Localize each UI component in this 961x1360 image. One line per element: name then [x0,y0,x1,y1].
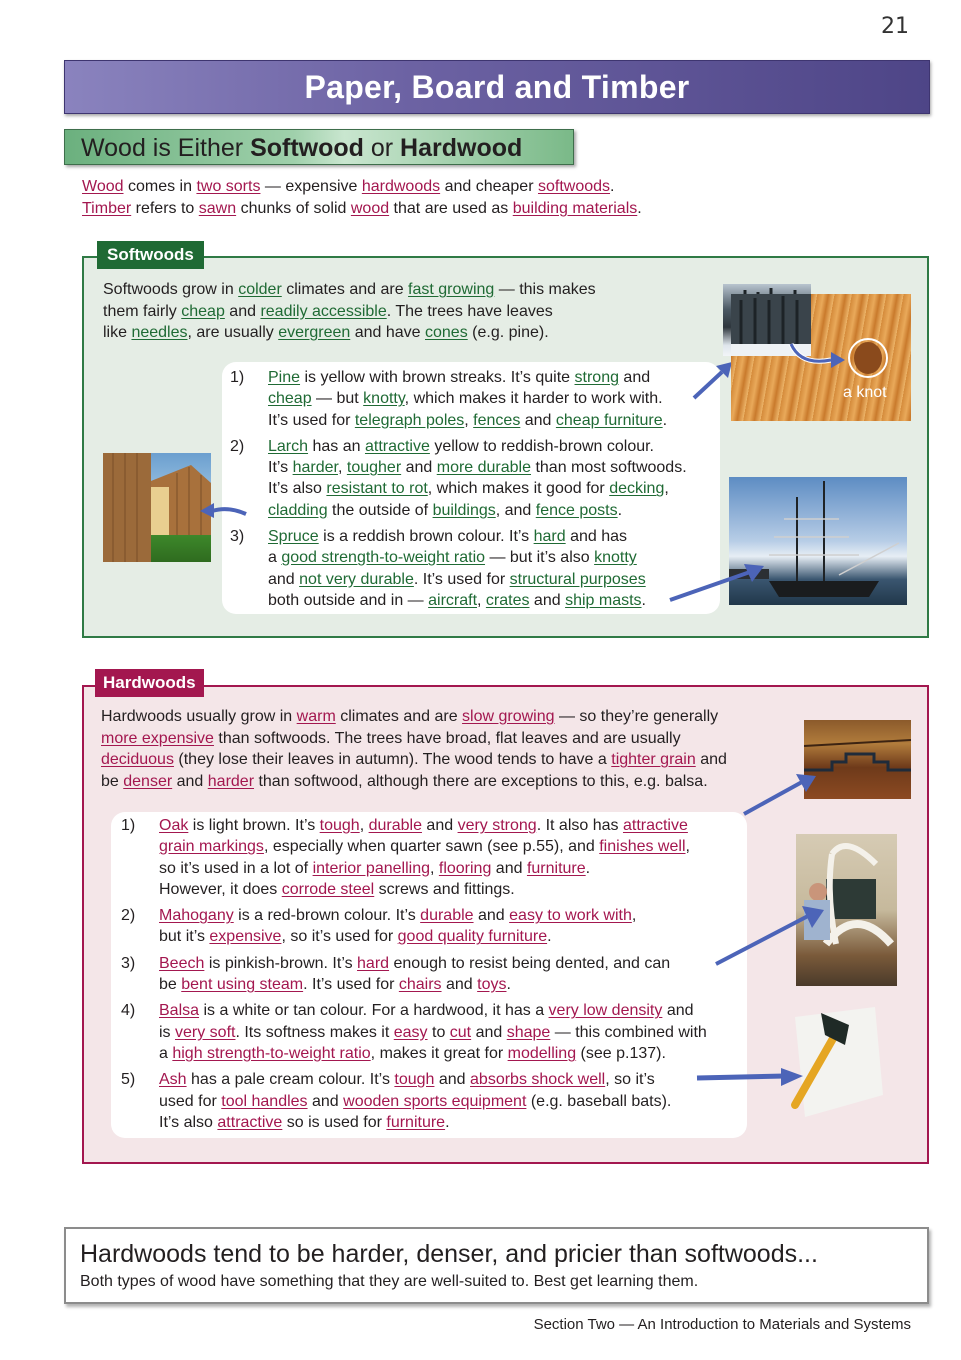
key-term: not very durable [299,570,414,588]
text-run: , [359,817,369,834]
key-term: warm [296,708,336,725]
text-run: It’s also [268,480,327,498]
summary-text: Both types of wood have something that they are well-suited to. Best get learning them. [80,1273,699,1290]
text-run: , [477,591,486,609]
text-run: is [159,1023,175,1041]
text-run: — this makes [494,281,596,298]
key-term: hardwoods [361,178,441,195]
text-run: a [159,1044,173,1062]
text-run: so it’s used in a lot of [159,859,313,877]
list-item [121,815,747,900]
text-run: them fairly [103,302,182,320]
text-run: and [441,976,478,994]
key-term: corrode steel [281,880,375,898]
intro-paragraph [82,176,902,220]
text-run: chunks of solid [236,200,351,217]
text-run: . [506,976,511,994]
text-run: (see p.137). [576,1044,666,1062]
key-term: attractive [217,1113,283,1131]
key-term: Timber [82,200,132,217]
key-term: structural purposes [509,570,646,588]
text-run: , which makes it good for [427,480,610,498]
key-term: aircraft [428,591,478,609]
text-run: — but it’s also [485,549,595,567]
text-run: and have [350,324,425,341]
text-run: and [268,570,300,588]
item-number: 2) [230,437,245,455]
text-run: and [695,751,727,768]
key-term: cheap [268,390,312,408]
softwoods-tab: Softwoods [97,241,204,269]
text-run: is a reddish brown colour. It’s [318,528,534,546]
knot-label: a knot [843,384,887,401]
text-run: refers to [131,200,199,217]
key-term: more expensive [101,729,214,747]
text-run: , [464,411,474,429]
text-run: and [434,1071,471,1089]
key-term: Larch [268,437,309,455]
pine-wood-knot-photo [731,294,911,421]
text-run: a [268,549,282,567]
oak-panelling-photo [804,720,911,799]
text-run: , [337,459,347,477]
key-term: easy [393,1023,428,1041]
hardwoods-tab: Hardwoods [95,669,204,697]
key-term: decking [609,480,665,498]
key-term: Wood [82,178,124,195]
text-run: . [585,859,591,877]
text-run: and [618,369,651,386]
text-run: — this combined with [550,1023,707,1041]
building-icon [103,453,211,562]
key-term: durable [420,907,474,925]
key-term: harder [292,459,338,477]
heading-hardwood: Hardwood [400,134,523,162]
key-term: flooring [438,859,492,877]
text-run: and [520,411,556,429]
text-run: — expensive [260,178,362,195]
summary-box [64,1227,929,1304]
text-run: . [662,411,668,429]
text-run: and [401,459,437,477]
text-run: screws and fittings. [374,880,515,898]
text-run: and [473,907,510,925]
text-run: is a red-brown colour. It’s [233,907,421,925]
text-run: is light brown. It’s [188,817,320,834]
text-run: . The trees have leaves [386,302,553,320]
key-term: sawn [198,200,237,217]
arrow-oak-icon [740,770,820,820]
text-run: enough to resist being dented, and can [389,954,671,972]
key-term: cheap furniture [555,411,663,429]
text-run: is yellow with brown streaks. It’s quite [300,369,575,386]
text-run: . [445,1113,450,1131]
key-term: Pine [268,369,301,386]
text-run: and [471,1023,507,1041]
key-term: furniture [386,1113,446,1131]
text-run: , and [495,501,536,519]
text-run: . [610,178,615,195]
key-term: cladding [268,501,328,519]
list-item [230,526,720,611]
key-term: telegraph poles [354,411,465,429]
page-title: Paper, Board and Timber [304,68,690,105]
key-term: attractive [622,817,688,834]
key-term: Ash [159,1071,187,1089]
text-run: has an [308,437,365,455]
item-number: 2) [121,907,136,925]
key-term: slow growing [462,708,555,725]
key-term: knotty [363,390,405,408]
hardwoods-items [111,812,747,1133]
list-item [230,436,720,521]
key-term: Mahogany [159,907,234,925]
key-term: tougher [346,459,402,477]
softwoods-items [222,362,720,611]
text-run: Hardwoods usually grow in [101,708,297,725]
key-term: strong [574,369,619,386]
key-term: toys [477,976,507,994]
key-term: furniture [526,859,586,877]
summary-heading: Hardwoods tend to be harder, denser, and pricier than softwoods... [80,1240,818,1268]
key-term: deciduous [101,751,174,768]
text-run: than softwood, although there are exceptions to this, e.g. balsa. [254,772,708,790]
item-number: 1) [121,817,136,834]
key-term: harder [207,772,255,790]
key-term: crates [485,591,530,609]
key-term: very low density [548,1002,663,1020]
key-term: durable [368,817,422,834]
key-term: readily accessible [260,302,387,320]
key-term: absorbs shock well [470,1071,606,1089]
text-run: and [224,302,261,320]
key-term: fence posts [535,501,618,519]
key-term: hard [533,528,566,546]
key-term: fences [473,411,521,429]
arrow-pine-icon [690,360,735,405]
list-item [230,367,720,431]
key-term: needles [131,324,188,341]
hardwoods-intro [101,706,801,792]
text-run: is a white or tan colour. For a hardwood, it has a [199,1002,549,1020]
key-term: interior panelling [312,859,430,877]
arrow-spruce-icon [666,560,766,605]
key-term: good quality furniture [397,928,548,946]
text-run: It’s [268,459,293,477]
text-run: It’s used for [268,411,355,429]
text-run: be [159,976,182,994]
text-run: Softwoods grow in [103,281,239,298]
text-run: and [307,1092,344,1110]
ash-axe-photo [765,1005,887,1120]
text-run: so is used for [282,1113,387,1131]
arrow-beech-icon [712,900,827,970]
text-run: , so it’s used for [281,928,398,946]
list-item [121,1069,747,1133]
key-term: easy to work with [509,907,632,925]
text-run: , which makes it harder to work with. [404,390,663,408]
text-run: comes in [123,178,197,195]
key-term: softwoods [537,178,611,195]
list-item [121,1000,747,1064]
intro-line-1 [82,176,902,198]
text-run: than most softwoods. [531,459,687,477]
text-run: than softwoods. The trees have broad, flat leaves and are usually [213,729,681,747]
key-term: cheap [181,302,225,320]
larch-clad-building-photo [103,453,211,562]
key-term: wood [350,200,390,217]
key-term: resistant to rot [326,480,428,498]
key-term: hard [357,954,390,972]
key-term: good strength-to-weight ratio [281,549,486,567]
text-run: be [101,772,124,790]
text-run: However, it does [159,880,282,898]
key-term: very soft [175,1023,236,1041]
key-term: chairs [398,976,442,994]
text-run: , are usually [187,324,279,341]
key-term: more durable [436,459,532,477]
text-run: to [427,1023,450,1041]
key-term: ship masts [565,591,642,609]
text-run: . It’s used for [413,570,510,588]
key-term: denser [123,772,173,790]
item-number: 1) [230,369,245,386]
key-term: high strength-to-weight ratio [172,1044,371,1062]
key-term: Balsa [159,1002,200,1020]
key-term: tighter grain [611,751,696,768]
text-run: used for [159,1092,222,1110]
text-run: climates and are [281,281,409,298]
text-run: , [631,907,637,925]
key-term: tool handles [221,1092,308,1110]
text-run: , [664,480,669,498]
key-term: wooden sports equipment [343,1092,527,1110]
text-run: and [529,591,566,609]
key-term: building materials [512,200,638,217]
text-run: (e.g. pine). [467,324,549,341]
text-run: . [547,928,552,946]
text-run: . It’s used for [303,976,399,994]
item-number: 3) [121,954,136,972]
text-run: , especially when quarter sawn (see p.55), and [263,838,600,856]
key-term: Oak [159,817,189,834]
oak-grain-icon [804,720,911,799]
intro-line-2 [82,198,902,220]
heading-softwood: Softwood [250,134,364,162]
key-term: very strong [457,817,537,834]
text-run: and [172,772,208,790]
list-item [121,905,747,948]
text-run: and has [565,528,628,546]
key-term: knotty [594,549,637,567]
arrow-ash-icon [693,1066,805,1090]
text-run: . It also has [536,817,623,834]
text-run: and [491,859,527,877]
section-heading [64,129,574,165]
text-run: but it’s [159,928,210,946]
text-run: that are used as [389,200,513,217]
key-term: cones [425,324,468,341]
key-term: finishes well [599,838,686,856]
key-term: fast growing [408,281,495,298]
key-term: cut [449,1023,472,1041]
key-term: bent using steam [181,976,304,994]
hardwoods-list [111,812,747,1138]
text-run: is pinkish-brown. It’s [204,954,358,972]
key-term: Beech [159,954,205,972]
key-term: Spruce [268,528,319,546]
text-run: — so they’re generally [554,708,719,725]
text-run: , so it’s [605,1071,655,1089]
arrow-larch-icon [198,498,248,524]
key-term: grain markings [159,838,264,856]
text-run: like [103,324,132,341]
item-number: 4) [121,1002,136,1020]
softwoods-list [222,362,720,614]
key-term: evergreen [278,324,351,341]
list-item [121,953,747,996]
text-run: , makes it great for [370,1044,508,1062]
text-run: climates and are [335,708,463,725]
text-run: . [617,501,623,519]
text-run: (they lose their leaves in autumn). The wood tends to have a [173,751,612,768]
key-term: attractive [364,437,430,455]
key-term: two sorts [196,178,261,195]
text-run: has a pale cream colour. It’s [186,1071,395,1089]
key-term: expensive [209,928,282,946]
text-run: yellow to reddish-brown colour. [429,437,654,455]
softwoods-intro [103,279,703,344]
key-term: colder [238,281,282,298]
axe-icon [765,1005,887,1120]
text-run: . [637,200,642,217]
text-run: , [685,838,690,856]
page-title-bar [64,60,930,114]
text-run: , [429,859,439,877]
key-term: tough [394,1071,435,1089]
heading-text: Wood is Either [81,134,251,162]
key-term: modelling [507,1044,577,1062]
page-number: 21 [881,14,909,39]
text-run: — but [311,390,364,408]
text-run: and cheaper [440,178,538,195]
key-term: tough [319,817,360,834]
text-run: the outside of [327,501,433,519]
text-run: . Its softness makes it [235,1023,394,1041]
text-run: (e.g. baseball bats). [526,1092,672,1110]
page-footer: Section Two — An Introduction to Materials and Systems [533,1316,911,1333]
text-run: and [662,1002,694,1020]
text-run: It’s also [159,1113,218,1131]
heading-text: or [363,134,401,162]
text-run: and [421,817,458,834]
item-number: 3) [230,528,245,546]
item-number: 5) [121,1071,136,1089]
key-term: shape [506,1023,551,1041]
text-run: . [641,591,646,609]
key-term: buildings [432,501,496,519]
text-run: both outside and in — [268,591,429,609]
